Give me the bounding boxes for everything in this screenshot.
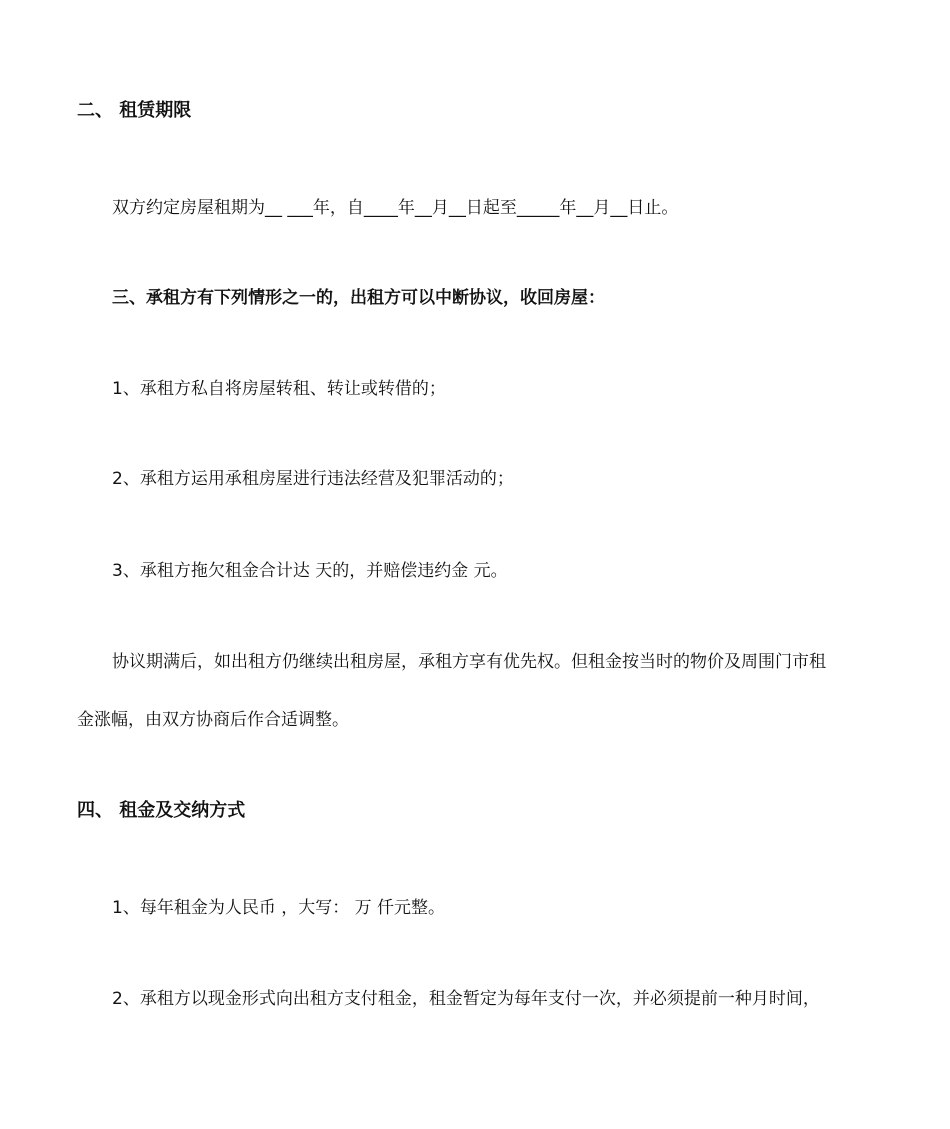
section-3-item-1: 1、承租方私自将房屋转租、转让或转借的； <box>112 379 446 399</box>
renewal-paragraph-line-2: 金涨幅，由双方协商后作合适调整。 <box>77 710 349 730</box>
section-2-heading: 二、 租赁期限 <box>77 100 192 121</box>
section-3-heading: 三、承租方有下列情形之一的，出租方可以中断协议，收回房屋： <box>112 288 605 308</box>
section-4-item-2: 2、承租方以现金形式向出租方支付租金，租金暂定为每年支付一次，并必须提前一种月时间， <box>112 989 820 1009</box>
section-3-item-2: 2、承租方运用承租房屋进行违法经营及犯罪活动的； <box>112 469 514 489</box>
lease-term-text: 双方约定房屋租期为__ ___年，自____年__月__日起至_____年__月__日止。 <box>112 198 679 218</box>
renewal-paragraph-line-1: 协议期满后，如出租方仍继续出租房屋，承租方享有优先权。但租金按当时的物价及周围门市租 <box>112 652 826 672</box>
section-4-item-1: 1、每年租金为人民币 ，大写： 万 仟元整。 <box>112 898 446 918</box>
section-4-heading: 四、 租金及交纳方式 <box>77 800 246 821</box>
section-3-item-3: 3、承租方拖欠租金合计达 天的，并赔偿违约金 元。 <box>112 561 508 581</box>
